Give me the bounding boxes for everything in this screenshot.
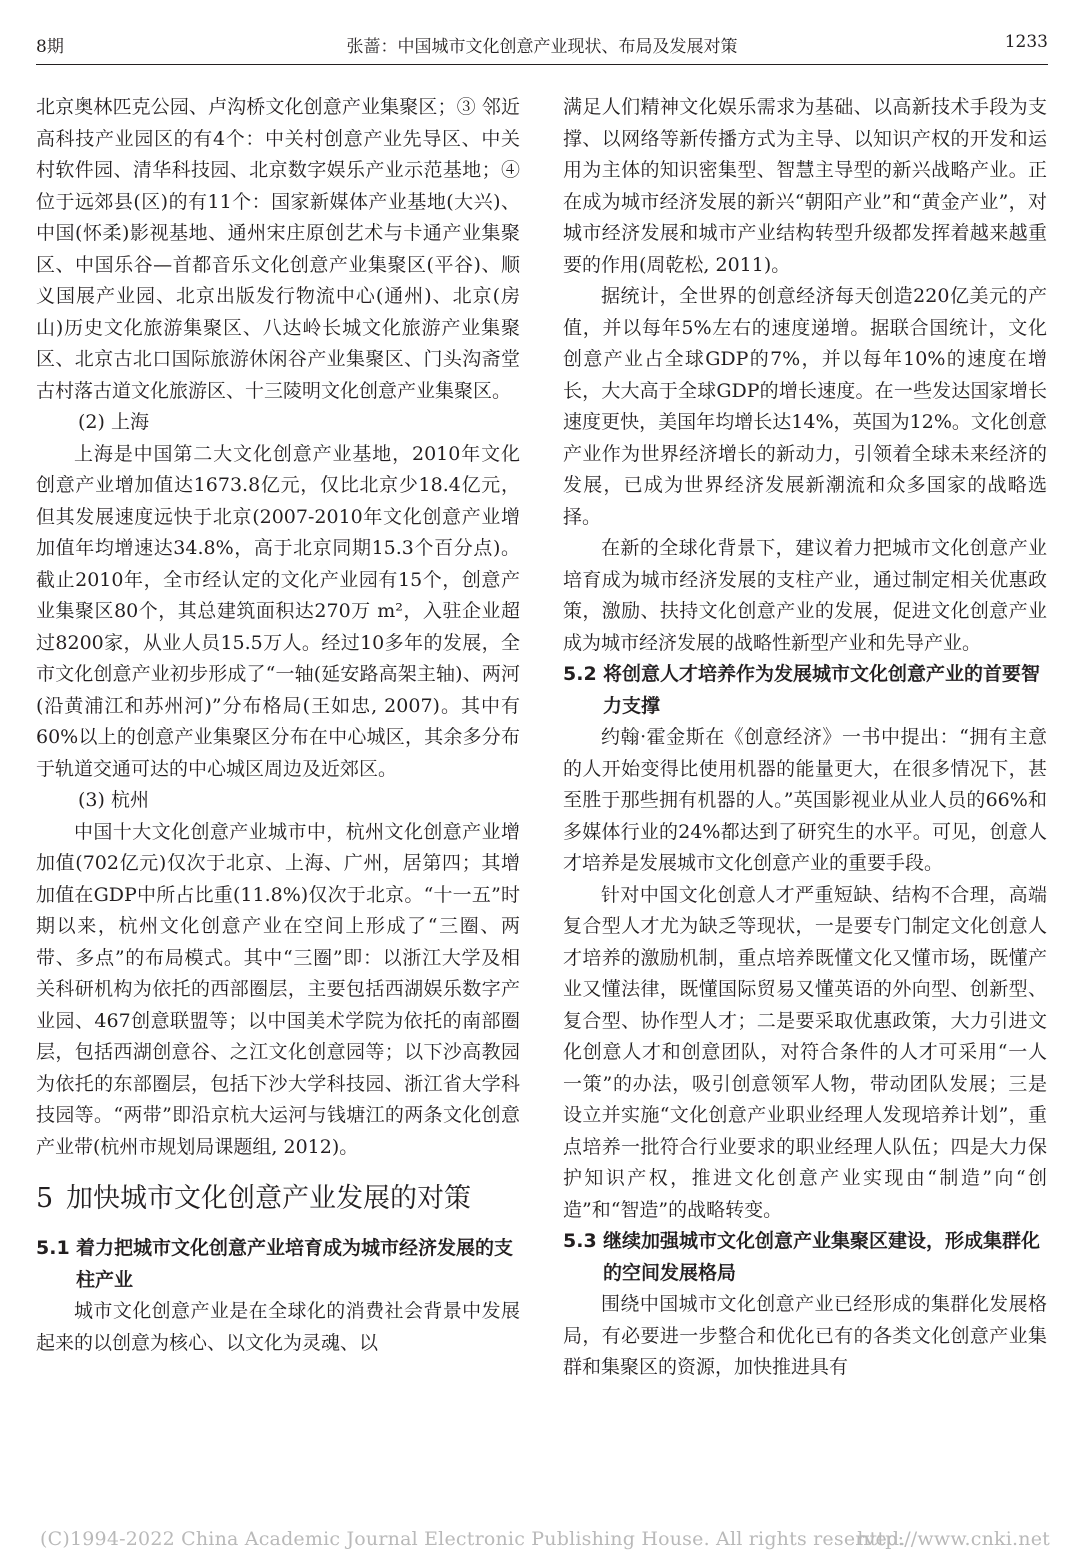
running-title: 张蔷：中国城市文化创意产业现状、布局及发展对策 <box>346 37 738 57</box>
subsection-5-3-number: 5.3 <box>563 1230 597 1252</box>
subsection-5-2-title: 将创意人才培养作为发展城市文化创意产业的首要智力支撑 <box>603 663 1041 717</box>
paragraph-5-2-quote: 约翰·霍金斯在《创意经济》一书中提出：“拥有主意的人开始变得比使用机器的能量更大，在很多情况下，甚至胜于那些拥有机器的人。”英国影视业从业人员的66%和多媒体行业的24%都达到了研究生的水平。可见，创意人才培养是发展城市文化创意产业的重要手段。 <box>563 726 1047 874</box>
paragraph-5-1-intro: 城市文化创意产业是在全球化的消费社会背景中发展起来的以创意为核心、以文化为灵魂、以 <box>36 1300 520 1354</box>
subsection-5-2-heading <box>563 659 1047 722</box>
subsection-5-3-title: 继续加强城市文化创意产业集聚区建设，形成集群化的空间发展格局 <box>603 1230 1041 1284</box>
paragraph-5-2-measures: 针对中国文化创意人才严重短缺、结构不合理，高端复合型人才尤为缺乏等现状，一是要专门制定文化创意人才培养的激励机制，重点培养既懂文化又懂市场，既懂产业又懂法律，既懂国际贸易又懂英语的外向型、创新型、复合型、协作型人才；二是要采取优惠政策，大力引进文化创意人才和创意团队，对符合条件的人才可采用“一人一策”的办法，吸引创意领军人物，带动团队发展；三是设立并实施“文化创意产业职业经理人发现培养计划”，重点培养一批符合行业要求的职业经理人队伍；四是大力保护知识产权，推进文化创意产业实现由“制造”向“创造”和“智造”的战略转变。 <box>563 883 1047 1221</box>
copyright-text: (C)1994-2022 China Academic Journal Electronic Publishing House. All rights reserved. <box>40 1528 906 1550</box>
subsection-5-2-number: 5.2 <box>563 663 597 685</box>
copyright-footer <box>40 1528 1050 1550</box>
subheading-hangzhou: (3) 杭州 <box>78 789 149 811</box>
subsection-5-3-heading <box>563 1226 1047 1289</box>
cnki-url: http://www.cnki.net <box>857 1528 1050 1550</box>
section-5-heading <box>36 1163 520 1233</box>
paragraph-5-1-continued: 满足人们精神文化娱乐需求为基础、以高新技术手段为支撑、以网络等新传播方式为主导、以知识产权的开发和运用为主体的知识密集型、智慧主导型的新兴战略产业。正在成为城市经济发展的新兴“朝阳产业”和“黄金产业”，对城市经济发展和城市产业结构转型升级都发挥着越来越重要的作用(周乾松, 2011)。 <box>563 96 1047 276</box>
subsection-5-1-title: 着力把城市文化创意产业培育成为城市经济发展的支柱产业 <box>76 1237 514 1291</box>
section-5-number: 5 <box>36 1183 54 1214</box>
left-column <box>36 92 520 1359</box>
paragraph-5-3-intro: 围绕中国城市文化创意产业已经形成的集群化发展格局，有必要进一步整合和优化已有的各类文化创意产业集群和集聚区的资源，加快推进具有 <box>563 1293 1047 1378</box>
paragraph-hangzhou: 中国十大文化创意产业城市中，杭州文化创意产业增加值(702亿元)仅次于北京、上海、广州，居第四；其增加值在GDP中所占比重(11.8%)仅次于北京。“十一五”时期以来，杭州文化创意产业在空间上形成了“三圈、两带、多点”的布局模式。其中“三圈”即：以浙江大学及相关科研机构为依托的西部圈层，主要包括西湖娱乐数字产业园、467创意联盟等；以中国美术学院为依托的南部圈层，包括西湖创意谷、之江文化创意园等；以下沙高教园为依托的东部圈层，包括下沙大学科技园、浙江省大学科技园等。“两带”即沿京杭大运河与钱塘江的两条文化创意产业带(杭州市规划局课题组, 2012)。 <box>36 820 520 1158</box>
section-5-title: 加快城市文化创意产业发展的对策 <box>66 1183 471 1214</box>
paragraph-5-1-recommendation: 在新的全球化背景下，建议着力把城市文化创意产业培育成为城市经济发展的支柱产业，通过制定相关优惠政策，激励、扶持文化创意产业的发展，促进文化创意产业成为城市经济发展的战略性新型产业和先导产业。 <box>563 537 1047 654</box>
paragraph-5-1-statistics: 据统计，全世界的创意经济每天创造220亿美元的产值，并以每年5%左右的速度递增。据联合国统计，文化创意产业占全球GDP的7%，并以每年10%的速度在增长，大大高于全球GDP的增长速度。在一些发达国家增长速度更快，美国年均增长达14%，英国为12%。文化创意产业作为世界经济增长的新动力，引领着全球未来经济的发展，已成为世界经济发展新潮流和众多国家的战略选择。 <box>563 285 1047 528</box>
subheading-shanghai: (2) 上海 <box>78 411 149 433</box>
running-header <box>36 32 1048 65</box>
right-column <box>563 92 1047 1384</box>
paragraph-shanghai: 上海是中国第二大文化创意产业基地，2010年文化创意产业增加值达1673.8亿元，仅比北京少18.4亿元，但其发展速度远快于北京(2007-2010年文化创意产业增加值年均增速达34.8%，高于北京同期15.3个百分点)。截止2010年，全市经认定的文化产业园有15个，创意产业集聚区80个，其总建筑面积达270万 m²，入驻企业超过8200家，从业人员15.5万人。经过10多年的发展，全市文化创意产业初步形成了“一轴(延安路高架主轴)、两河(沿黄浦江和苏州河)”分布格局(王如忠, 2007)。其中有60%以上的创意产业集聚区分布在中心城区，其余多分布于轨道交通可达的中心城区周边及近郊区。 <box>36 442 520 780</box>
page-number: 1233 <box>1004 32 1048 52</box>
paragraph-beijing-continued: 北京奥林匹克公园、卢沟桥文化创意产业集聚区；③ 邻近高科技产业园区的有4个：中关村创意产业先导区、中关村软件园、清华科技园、北京数字娱乐产业示范基地；④ 位于远郊县(区)的有11个：国家新媒体产业基地(大兴)、中国(怀柔)影视基地、通州宋庄原创艺术与卡通产业集聚区、中国乐谷—首都音乐文化创意产业集聚区(平谷)、顺义国展产业园、北京出版发行物流中心(通州)、北京(房山)历史文化旅游集聚区、八达岭长城文化旅游产业集聚区、北京古北口国际旅游休闲谷产业集聚区、门头沟斋堂古村落古道文化旅游区、十三陵明文化创意产业集聚区。 <box>36 96 520 402</box>
subsection-5-1-heading <box>36 1233 520 1296</box>
issue-label: 8期 <box>36 37 64 57</box>
subsection-5-1-number: 5.1 <box>36 1237 70 1259</box>
